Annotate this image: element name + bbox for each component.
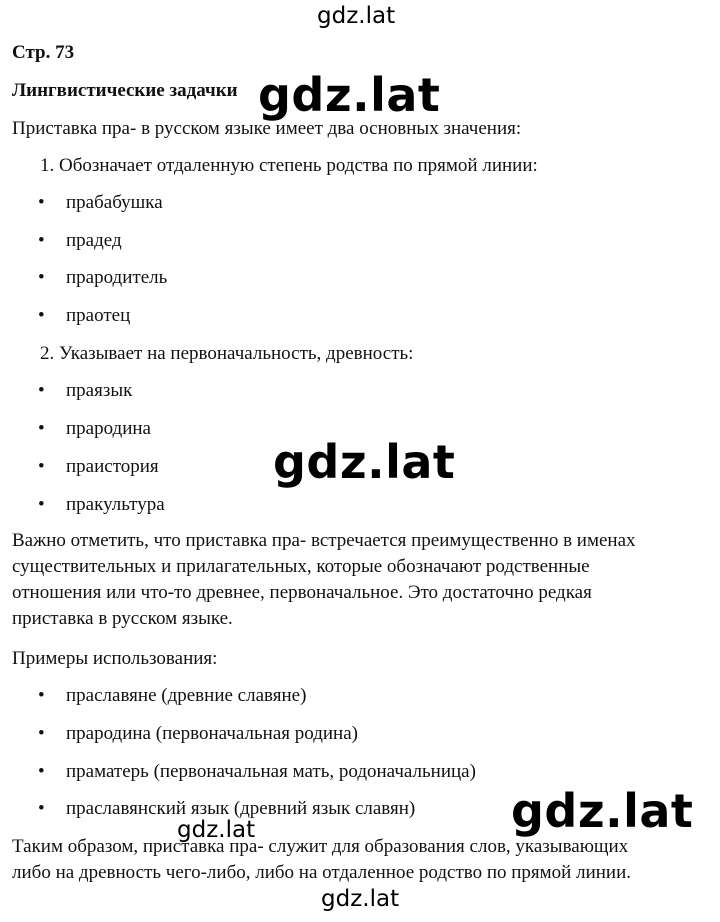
list-item-text: прародина (первоначальная родина)	[66, 723, 358, 744]
bullet-icon: •	[38, 380, 45, 401]
bullet-icon: •	[38, 418, 45, 439]
watermark-large: gdz.lat	[273, 435, 456, 489]
watermark-bottom: gdz.lat	[321, 886, 400, 912]
list-item-text: прародитель	[66, 267, 168, 288]
watermark-large: gdz.lat	[511, 784, 694, 838]
bullet-icon: •	[38, 723, 45, 744]
bullet-icon: •	[38, 798, 45, 819]
list-item	[38, 416, 151, 442]
bullet-icon: •	[38, 192, 45, 213]
list-item	[38, 303, 130, 329]
numbered-point-1	[40, 153, 538, 179]
list-item-text: прабабушка	[66, 192, 163, 213]
note-paragraph	[12, 528, 702, 632]
page-title: Стр. 73	[12, 42, 75, 63]
list-item-text: праматерь (первоначальная мать, родоначальница)	[66, 761, 476, 782]
paragraph-line: Таким образом, приставка пра- служит для образования слов, указывающих	[12, 836, 629, 857]
conclusion-paragraph	[12, 834, 702, 886]
list-item-text: праистория	[66, 456, 159, 477]
bullet-icon: •	[38, 685, 45, 706]
watermark-top: gdz.lat	[317, 3, 396, 29]
point-number: 2.	[40, 343, 55, 364]
list-item-text: праславянский язык (древний язык славян)	[66, 798, 416, 819]
list-item-text: прадед	[66, 230, 122, 251]
list-item	[38, 454, 159, 480]
list-item	[38, 759, 476, 785]
bullet-icon: •	[38, 305, 45, 326]
list-item	[38, 378, 132, 404]
paragraph-line: приставка в русском языке.	[12, 608, 233, 629]
list-item	[38, 683, 306, 709]
list-item-text: пракультура	[66, 494, 165, 515]
bullet-icon: •	[38, 230, 45, 251]
paragraph-line: Важно отметить, что приставка пра- встречается преимущественно в именах	[12, 530, 636, 551]
list-item	[38, 190, 163, 216]
list-item	[38, 228, 122, 254]
paragraph-line: существительных и прилагательных, которые обозначают родственные	[12, 556, 590, 577]
list-item-text: праотец	[66, 305, 131, 326]
paragraph-line: отношения или что-то древнее, первоначальное. Это достаточно редкая	[12, 582, 592, 603]
paragraph-line: либо на древность чего-либо, либо на отдаленное родство по прямой линии.	[12, 862, 632, 883]
list-item-text: праязык	[66, 380, 133, 401]
list-item	[38, 492, 165, 518]
bullet-icon: •	[38, 456, 45, 477]
examples-heading: Примеры использования:	[12, 648, 218, 669]
watermark-small: gdz.lat	[177, 817, 256, 843]
bullet-icon: •	[38, 267, 45, 288]
list-item	[38, 265, 167, 291]
point-number: 1.	[40, 155, 55, 176]
list-item-text: праславяне (древние славяне)	[66, 685, 307, 706]
point-text: Обозначает отдаленную степень родства по прямой линии:	[59, 155, 538, 176]
list-item	[38, 721, 358, 747]
numbered-point-2	[40, 341, 413, 367]
watermark-large: gdz.lat	[258, 68, 441, 122]
list-item-text: прародина	[66, 418, 151, 439]
point-text: Указывает на первоначальность, древность:	[59, 343, 414, 364]
section-title: Лингвистические задачки	[12, 80, 238, 101]
bullet-icon: •	[38, 494, 45, 515]
bullet-icon: •	[38, 761, 45, 782]
intro-text: Приставка пра- в русском языке имеет два основных значения:	[12, 118, 522, 139]
